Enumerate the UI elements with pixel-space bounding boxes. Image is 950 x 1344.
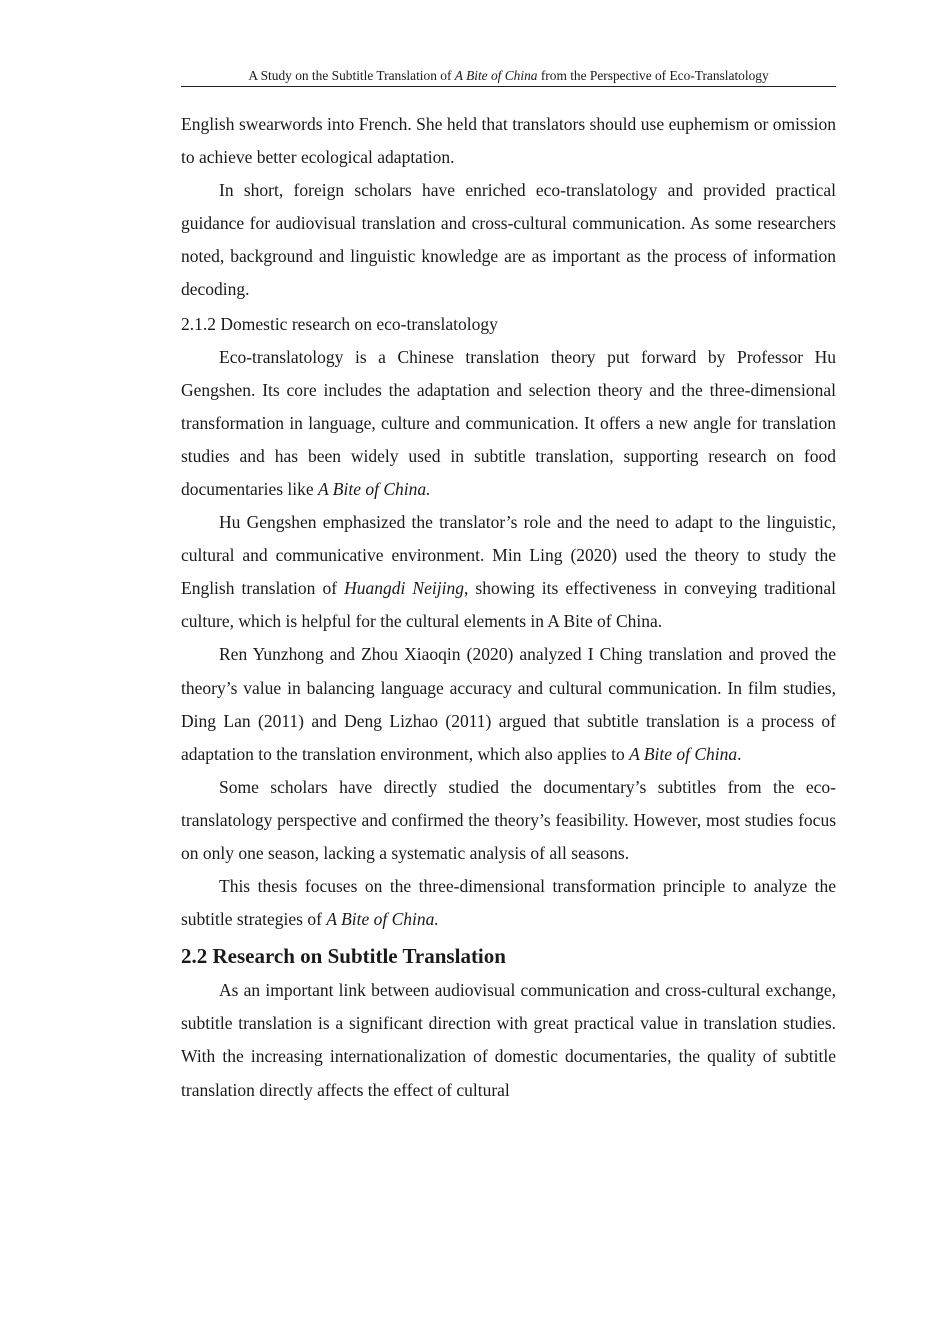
paragraph-subtitle-translation: As an important link between audiovisual communication and cross-cultural exchange, subtitle translation is a significant direction with great practical value in translation studies. With the increasing internationalization of domestic documentaries, the quality of subtitle translation directly affects the effect of cultural — [181, 980, 836, 1100]
paragraph-documentary-studies: Some scholars have directly studied the documentary’s subtitles from the eco-translatology perspective and confirmed the theory’s feasibility. However, most studies focus on only one season, lacking a systematic analysis of all seasons. — [181, 776, 836, 863]
paragraph-text: Hu Gengshen emphasized the translator’s role and the need to adapt to the linguistic, cultural and communicative environment. Min Ling (2020) used the theory to study the English translation of — [181, 512, 836, 599]
header-title-prefix: A Study on the Subtitle Translation of — [248, 68, 455, 83]
page-body — [181, 108, 836, 1107]
paragraph-text: This thesis focuses on the three-dimensional transformation principle to analyze the subtitle strategies of — [181, 876, 836, 930]
italic-title: A Bite of China. — [318, 478, 431, 499]
header-title-italic: A Bite of China — [454, 68, 538, 83]
paragraph-ren-zhou — [181, 638, 836, 770]
italic-title: A Bite of China — [629, 743, 738, 764]
paragraph-text: Ren Yunzhong and Zhou Xiaoqin (2020) analyzed I Ching translation and proved the theory’s value in balancing language accuracy and cultural communication. In film studies, Ding Lan (2011) and Deng Lizhao (2011) argued that subtitle translation is a process of adaptation to the translation environment, which also applies to — [181, 644, 836, 764]
paragraph-hu-gengshen — [181, 506, 836, 638]
paragraph-eco-translatology-intro — [181, 341, 836, 506]
paragraph-text: . — [737, 743, 742, 764]
subsection-heading: 2.1.2 Domestic research on eco-translatology — [181, 313, 498, 334]
paragraph-foreign-summary: In short, foreign scholars have enriched eco-translatology and provided practical guidance for audiovisual translation and cross-cultural communication. As some researchers noted, background and linguistic knowledge are as important as the process of information decoding. — [181, 180, 836, 300]
section-heading: 2.2 Research on Subtitle Translation — [181, 944, 506, 969]
header-title-suffix: from the Perspective of Eco-Translatology — [537, 68, 769, 83]
paragraph-text: Eco-translatology is a Chinese translation theory put forward by Professor Hu Gengshen. Its core includes the adaptation and selection theory and the three-dimensional transformation in language, culture and communication. It offers a new angle for translation studies and has been widely used in subtitle translation, supporting research on food documentaries like — [181, 346, 836, 499]
paragraph-text: , showing its effectiveness in conveying traditional culture, which is helpful for the cultural elements in A Bite of China. — [181, 578, 836, 632]
running-header — [181, 66, 836, 87]
italic-title: Huangdi Neijing — [344, 578, 464, 599]
paragraph-thesis-focus — [181, 870, 836, 936]
italic-title: A Bite of China. — [326, 909, 439, 930]
paragraph-continuation: English swearwords into French. She held that translators should use euphemism or omission to achieve better ecological adaptation. — [181, 114, 836, 168]
